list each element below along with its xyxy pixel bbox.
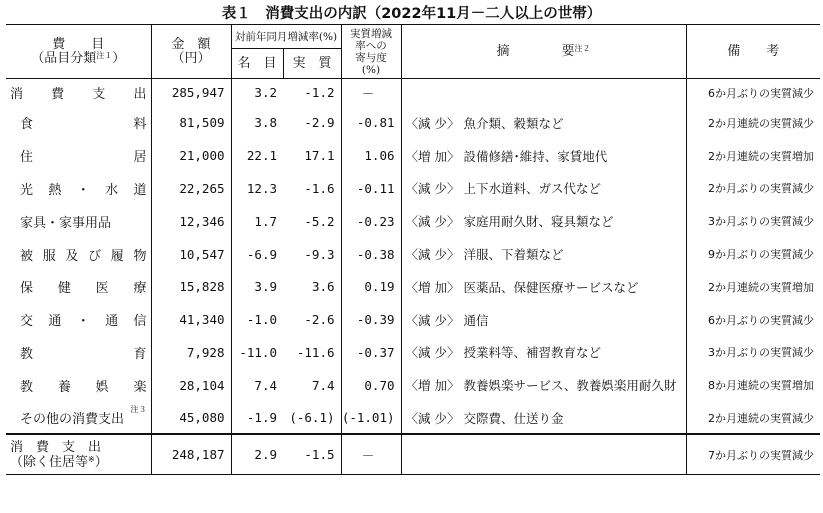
row-amount: 285,947 [151, 79, 231, 107]
row-summary [401, 402, 686, 435]
row-summary-tag: 〈減 少〉 [405, 345, 460, 361]
total-item-label [6, 434, 151, 474]
table-row [6, 303, 820, 336]
row-contrib: 0.70 [341, 369, 401, 402]
row-contrib: -0.23 [341, 205, 401, 238]
row-nominal: -6.9 [231, 238, 283, 271]
table-row [6, 336, 820, 369]
header-contrib-line1: 実質増減 [350, 27, 393, 40]
row-real: -2.9 [304, 115, 335, 131]
row-real: -1.2 [304, 85, 335, 101]
row-item [6, 238, 151, 271]
row-real: -11.6 [296, 344, 335, 360]
header-nominal: 名 目 [231, 49, 283, 79]
row-item [6, 172, 151, 205]
header-contrib-line2: 率への [355, 39, 387, 52]
row-summary-tag: 〈減 少〉 [405, 115, 460, 131]
row-amount: 21,000 [151, 139, 231, 172]
row-remark: 6か月ぶりの実質減少 [686, 303, 820, 336]
row-real: 3.6 [311, 279, 335, 295]
header-item-line2: （品目分類$^{注1}$） [31, 50, 126, 66]
row-summary [401, 205, 686, 238]
row-item [6, 402, 151, 435]
row-summary [401, 107, 686, 140]
row-summary-text: 設備修繕･維持、家賃地代 [463, 148, 608, 164]
row-real: 17.1 [304, 148, 335, 164]
row-amount: 12,346 [151, 205, 231, 238]
row-item [6, 270, 151, 303]
row-contrib: -0.39 [341, 303, 401, 336]
row-nominal: 3.8 [231, 107, 283, 140]
row-summary-text: 上下水道料、ガス代など [463, 181, 602, 197]
row-summary [401, 79, 686, 107]
row-remark: 9か月ぶりの実質減少 [686, 238, 820, 271]
table-row [6, 270, 820, 303]
row-summary [401, 238, 686, 271]
row-contrib: 1.06 [341, 139, 401, 172]
row-amount: 15,828 [151, 270, 231, 303]
row-contrib: -0.81 [341, 107, 401, 140]
row-remark: 3か月ぶりの実質減少 [686, 336, 820, 369]
row-remark: 2か月ぶりの実質減少 [686, 172, 820, 205]
row-amount: 45,080 [151, 402, 231, 435]
header-amount-line2: （円） [171, 50, 211, 66]
header-real: 実 質 [283, 49, 341, 79]
row-remark: 2か月連続の実質増加 [686, 139, 820, 172]
row-item-label: 消 費 支 出 [10, 87, 147, 103]
row-remark: 6か月ぶりの実質減少 [686, 79, 820, 107]
total-real: -1.5 [283, 434, 341, 474]
row-real: 7.4 [311, 377, 335, 393]
table-row [6, 139, 820, 172]
row-summary-tag: 〈減 少〉 [405, 181, 460, 197]
row-item [6, 79, 151, 107]
total-row-excl-housing [6, 434, 820, 474]
row-summary [401, 172, 686, 205]
row-nominal: 1.7 [231, 205, 283, 238]
row-amount: 28,104 [151, 369, 231, 402]
row-nominal: 3.2 [231, 79, 283, 107]
row-item-label: 光 熱 ・ 水 道 [20, 182, 147, 198]
row-nominal: 3.9 [231, 270, 283, 303]
header-contrib-line4: (%) [361, 63, 381, 76]
header-contrib-line3: 寄与度 [355, 51, 387, 64]
row-summary-text: 洋服、下着類など [463, 247, 564, 263]
row-summary-tag: 〈減 少〉 [405, 410, 460, 426]
row-real: (-6.1) [289, 410, 335, 426]
header-amount [151, 25, 231, 79]
row-contrib: (-1.01) [341, 402, 401, 435]
header-remarks: 備 考 [686, 25, 820, 79]
table-row [6, 402, 820, 435]
header-contrib [341, 25, 401, 79]
row-summary [401, 270, 686, 303]
row-item [6, 107, 151, 140]
row-nominal: 22.1 [231, 139, 283, 172]
row-item-label: 家具・家事用品 [20, 215, 112, 231]
row-summary-tag: 〈減 少〉 [405, 312, 460, 328]
row-nominal: -1.0 [231, 303, 283, 336]
row-real: -9.3 [304, 246, 335, 262]
table-row [6, 369, 820, 402]
row-remark: 2か月連続の実質減少 [686, 402, 820, 435]
row-item-label: 交 通 ・ 通 信 [20, 314, 147, 330]
total-remark: 7か月ぶりの実質減少 [686, 434, 820, 474]
total-item-line1: 消 費 支 出 [10, 439, 102, 455]
row-nominal: 12.3 [231, 172, 283, 205]
table-row [6, 172, 820, 205]
row-item-label: 教 育 [20, 346, 147, 362]
header-summary: 摘 要$^{注2}$ [401, 25, 686, 79]
row-amount: 10,547 [151, 238, 231, 271]
table-row [6, 79, 820, 107]
row-summary-text: 通信 [463, 312, 489, 328]
row-summary-text: 授業料等、補習教育など [463, 345, 602, 361]
total-item-line2: （除く住居等※） [10, 454, 108, 470]
row-remark: 8か月連続の実質増加 [686, 369, 820, 402]
table-row [6, 238, 820, 271]
row-nominal: -1.9 [231, 402, 283, 435]
total-contrib: － [341, 434, 401, 474]
row-summary [401, 369, 686, 402]
row-nominal: -11.0 [231, 336, 283, 369]
row-summary-text: 魚介類、穀類など [463, 115, 564, 131]
row-amount: 7,928 [151, 336, 231, 369]
row-amount: 22,265 [151, 172, 231, 205]
header-item-line1: 費 目 [52, 36, 105, 52]
row-contrib: － [341, 79, 401, 107]
row-nominal: 7.4 [231, 369, 283, 402]
row-summary-text: 家庭用耐久財、寝具類など [463, 214, 614, 230]
header-item [6, 25, 151, 79]
row-item-label: 教 養 娯 楽 [20, 379, 147, 395]
row-item [6, 336, 151, 369]
row-contrib: -0.38 [341, 238, 401, 271]
row-summary [401, 139, 686, 172]
row-summary [401, 303, 686, 336]
row-item-label: 保 健 医 療 [20, 281, 147, 297]
row-remark: 2か月連続の実質減少 [686, 107, 820, 140]
row-item-note: 注３ [130, 404, 147, 414]
row-summary-text: 医薬品、保健医療サービスなど [463, 279, 639, 295]
page-title: 表１ 消費支出の内訳（2022年11月－二人以上の世帯） [221, 6, 602, 22]
row-summary-tag: 〈減 少〉 [405, 214, 460, 230]
row-item-label: その他の消費支出 [20, 412, 125, 428]
expenditure-table [6, 24, 820, 475]
row-item [6, 139, 151, 172]
table-row [6, 107, 820, 140]
row-summary-tag: 〈減 少〉 [405, 247, 460, 263]
row-summary-text: 交際費、仕送り金 [463, 410, 564, 426]
row-amount: 41,340 [151, 303, 231, 336]
row-amount: 81,509 [151, 107, 231, 140]
row-item-label: 被 服 及 び 履 物 [20, 248, 147, 264]
header-yoy: 対前年同月増減率(%) [231, 25, 341, 49]
total-nominal: 2.9 [231, 434, 283, 474]
header-amount-line1: 金 額 [171, 36, 211, 52]
row-remark: 3か月ぶりの実質減少 [686, 205, 820, 238]
row-summary-tag: 〈増 加〉 [405, 378, 460, 394]
row-summary [401, 336, 686, 369]
row-item [6, 369, 151, 402]
row-contrib: 0.19 [341, 270, 401, 303]
table-row [6, 205, 820, 238]
row-item [6, 303, 151, 336]
row-contrib: -0.37 [341, 336, 401, 369]
row-item-label: 食 料 [20, 117, 147, 133]
total-amount: 248,187 [151, 434, 231, 474]
row-item-label: 住 居 [20, 150, 147, 166]
row-contrib: -0.11 [341, 172, 401, 205]
row-summary-tag: 〈増 加〉 [405, 279, 460, 295]
row-real: -5.2 [304, 213, 335, 229]
row-real: -2.6 [304, 312, 335, 328]
row-summary-tag: 〈増 加〉 [405, 148, 460, 164]
row-real: -1.6 [304, 180, 335, 196]
row-item [6, 205, 151, 238]
row-summary-text: 教養娯楽サービス、教養娯楽用耐久財 [463, 378, 677, 394]
row-remark: 2か月連続の実質増加 [686, 270, 820, 303]
total-summary [401, 434, 686, 474]
